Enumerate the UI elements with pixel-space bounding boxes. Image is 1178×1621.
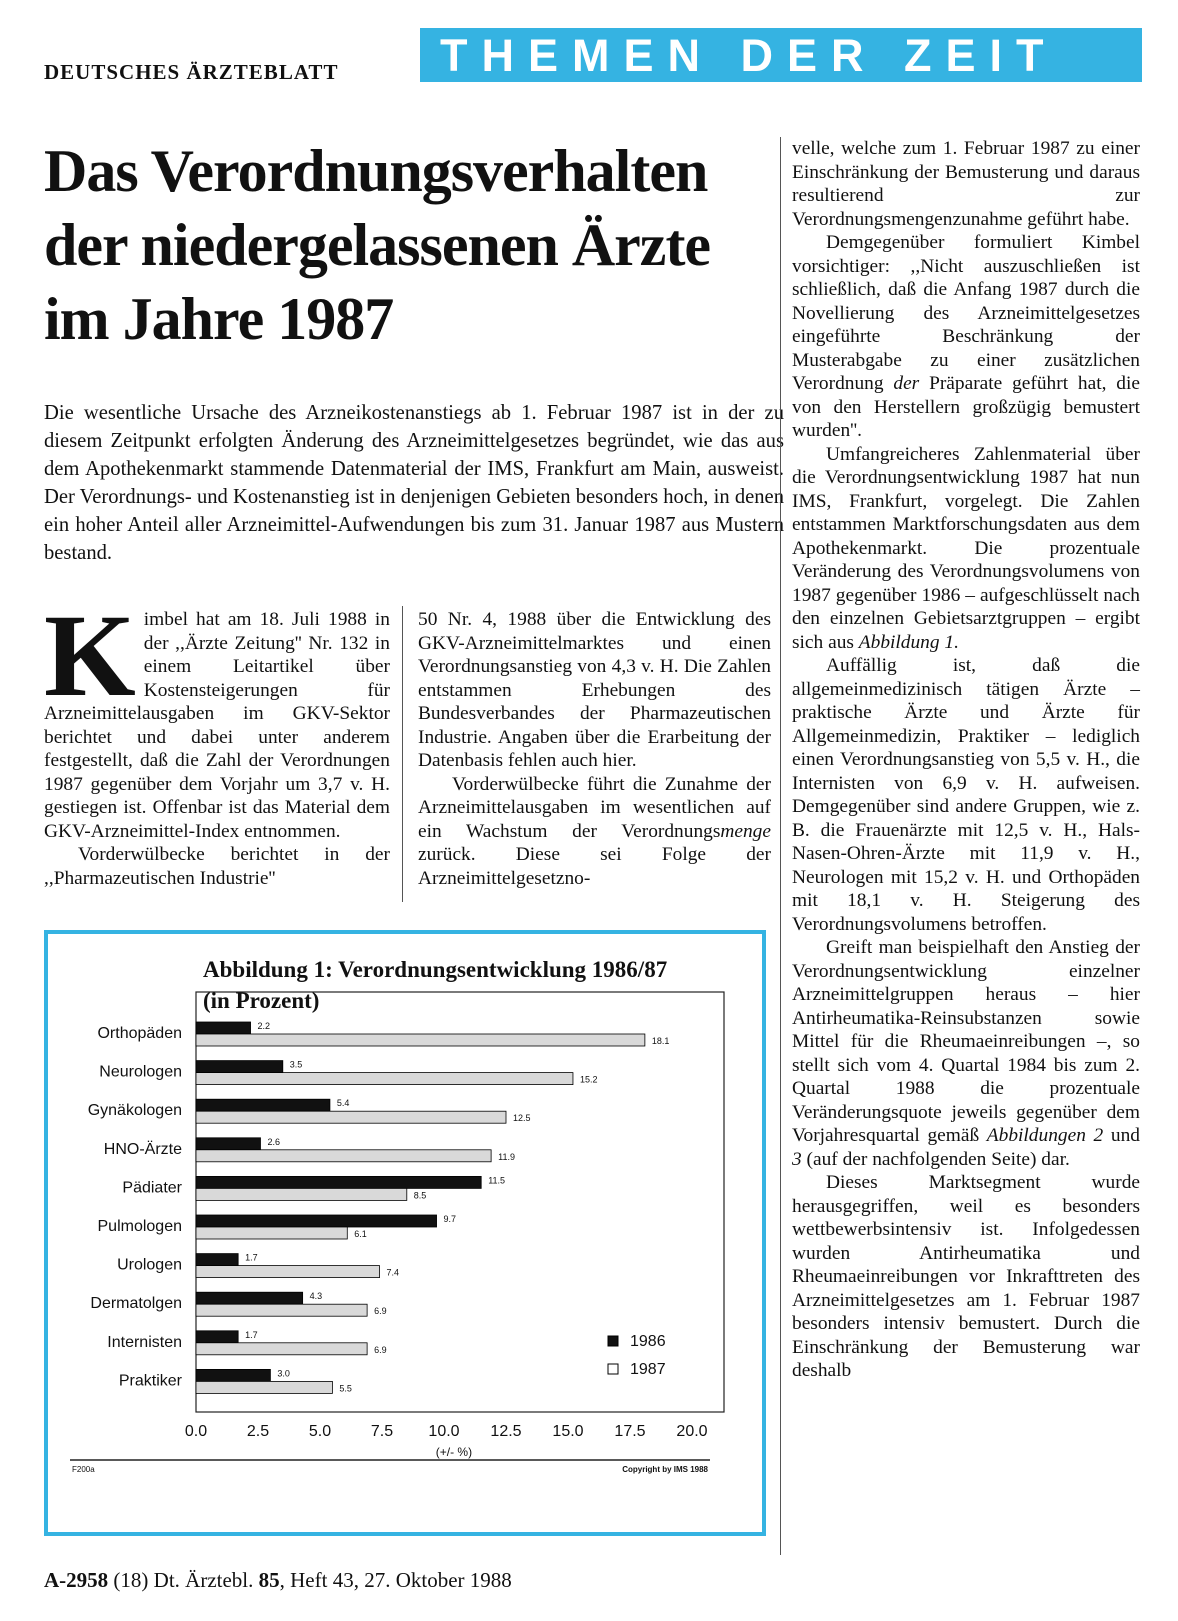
data-label-1987: 18.1 (651, 1036, 670, 1046)
legend-swatch-1986 (608, 1336, 618, 1346)
legend-label-1987: 1987 (630, 1361, 666, 1378)
lead-paragraph: Die wesentliche Ursache des Arzneikostenanstiegs ab 1. Februar 1987 ist in der zu diesem Zeitpunkt erfolgten Änderung des Arzneimittelgesetzes begründet, wie das aus dem Apothekenmarkt stammende Datenmaterial der IMS, Frankfurt am Main, ausweist. Der Verordnungs- und Kostenanstieg ist in denjenigen Gebieten besonders hoch, in denen ein hoher Anteil aller Arzneimittel-Aufwendungen bis zum 31. Januar 1987 aus Mustern bestand. (44, 402, 784, 564)
category-label: Pädiater (122, 1179, 182, 1197)
data-label-1986: 5.4 (336, 1098, 350, 1109)
bar-chart (48, 934, 762, 1532)
bar-1987 (196, 1073, 573, 1085)
bar-1986 (196, 1138, 260, 1150)
bar-1987 (196, 1343, 367, 1355)
bar-1986 (196, 1254, 238, 1266)
column-divider (780, 137, 781, 1555)
bar-1987 (196, 1381, 332, 1393)
x-axis-label: (+/- %) (435, 1445, 473, 1459)
legend-swatch-1987 (608, 1364, 618, 1374)
body-paragraph: Demgegenüber formuliert Kimbel vorsichtiger: ,,Nicht auszuschließen ist schließlich, daß die Anfang 1987 durch die Novellierung des Arzneimittelgesetzes eingeführte Beschränkung der Musterabgabe zu einer zusätzlichen Verordnung der Präparate geführt hat, die von den Herstellern großzügig bemustert wurden''. (792, 232, 1140, 441)
data-label-1987: 8.5 (413, 1190, 427, 1201)
data-label-1987: 5.5 (339, 1383, 352, 1394)
data-label-1987: 6.9 (374, 1306, 387, 1317)
bar-1986 (196, 1099, 330, 1111)
bar-1986 (196, 1292, 303, 1304)
figure-box (44, 930, 766, 1536)
body-paragraph: 50 Nr. 4, 1988 über die Entwicklung des GKV-Arzneimittelmarktes und einen Verordnungsanstieg von 4,3 v. H. Die Zahlen entstammen Erhebungen des Bundesverbandes der Pharmazeutischen Industrie. Angaben über die Erarbeitung der Datenbasis fehlen auch hier. (418, 609, 771, 771)
x-tick-label: 20.0 (676, 1423, 708, 1440)
body-paragraph: Auffällig ist, daß die allgemeinmedizinisch tätigen Ärzte – praktische Ärzte und Ärzte für Allgemeinmedizin, Praktiker – lediglich einen Verordnungsanstieg von 5,5 v. H., die Internisten von 6,9 v. H. aufweisen. Demgegenüber sind andere Gruppen, wie z. B. die Frauenärzte mit 12,5 v. H., Hals-Nasen-Ohren-Ärzte mit 11,9 v. H., Neurologen mit 15,2 v. H. und Orthopäden mit 18,1 v. H. Steigerung des Verordnungsvolumens betroffen. (792, 655, 1140, 935)
article-title (44, 134, 784, 356)
bar-1986 (196, 1369, 270, 1381)
category-label: Internisten (107, 1333, 182, 1351)
body-paragraph: velle, welche zum 1. Februar 1987 zu einer Einschränkung der Bemusterung und daraus resultierend zur Verordnungsmengenzunahme geführt habe. (792, 138, 1140, 230)
bar-1987 (196, 1150, 491, 1162)
legend-label-1986: 1986 (630, 1333, 666, 1350)
category-label: Orthopäden (97, 1025, 182, 1042)
bar-1987 (196, 1188, 407, 1200)
figure-title-line-2: (in Prozent) (203, 988, 320, 1013)
data-label-1987: 6.9 (374, 1344, 387, 1355)
data-label-1987: 7.4 (386, 1267, 400, 1278)
volume-number: 85 (258, 1568, 280, 1592)
data-label-1986: 1.7 (245, 1252, 258, 1263)
category-label: Dermatolgen (90, 1295, 182, 1313)
title-line-2: der niedergelassenen Ärzte (44, 212, 711, 278)
x-tick-label: 2.5 (246, 1423, 270, 1440)
body-text: imbel hat am 18. Juli 1988 in der ,,Ärzte Zeitung'' Nr. 132 in einem Leitartikel über Kostensteigerungen für Arzneimittelausgaben im GKV-Sektor berichtet und dabei unter anderem festgestellt, daß die Zahl der Verordnungen 1987 gegenüber dem Vorjahr um 3,7 v. H. gestiegen ist. Offenbar ist das Material dem GKV-Arzneimittel-Index entnommen. (44, 609, 390, 842)
data-label-1986: 9.7 (443, 1214, 457, 1224)
bar-1986 (196, 1022, 251, 1034)
citation: (18) Dt. Ärztebl. (113, 1568, 259, 1592)
x-tick-label: 5.0 (308, 1423, 332, 1440)
x-tick-label: 0.0 (184, 1423, 208, 1440)
issue-date: , Heft 43, 27. Oktober 1988 (279, 1568, 512, 1592)
figure-title-line-1: Abbildung 1: Verordnungsentwicklung 1986/87 (203, 957, 668, 982)
body-paragraph: Umfangreicheres Zahlenmaterial über die Verordnungsentwicklung 1987 hat nun IMS, Frankfurt, vorgelegt. Die Zahlen entstammen Marktforschungsdaten aus dem Apothekenmarkt. Die prozentuale Veränderung des Verordnungsvolumens von 1987 gegenüber 1986 – aufgeschlüsselt nach den einzelnen Gebietsarztgruppen – ergibt sich aus Abbildung 1. (792, 443, 1140, 653)
journal-name: DEUTSCHES ÄRZTEBLATT (44, 60, 339, 84)
data-label-1987: 15.2 (579, 1074, 598, 1085)
data-label-1986: 3.5 (289, 1059, 303, 1070)
x-tick-label: 7.5 (370, 1423, 394, 1440)
category-label: Neurologen (99, 1063, 182, 1081)
title-line-1: Das Verordnungsverhalten (44, 138, 708, 204)
bar-1987 (196, 1034, 645, 1046)
data-label-1986: 2.6 (267, 1136, 280, 1147)
figure-code: F200a (72, 1465, 95, 1474)
bar-1987 (196, 1111, 506, 1123)
bar-1986 (196, 1061, 283, 1073)
figure-copyright: Copyright by IMS 1988 (622, 1465, 708, 1474)
x-tick-label: 10.0 (428, 1423, 460, 1440)
bar-1987 (196, 1266, 380, 1278)
data-label-1987: 12.5 (513, 1113, 531, 1124)
page-footer (44, 1568, 512, 1593)
body-paragraph: Greift man beispielhaft den Anstieg der Verordnungsentwicklung einzelner Arzneimittelgruppen heraus – hier Antirheumatika-Reinsubstanzen sowie Mittel für die Rheumaeinreibungen –, so stellt sich vom 4. Quartal 1984 bis zum 2. Quartal 1988 die prozentuale Veränderungsquote jeweils gegenüber dem Vorjahresquartal gemäß Abbildungen 2 und 3 (auf der nachfolgenden Seite) dar. (792, 937, 1140, 1170)
category-label: Praktiker (118, 1372, 182, 1390)
bar-1986 (196, 1176, 481, 1188)
section-banner (420, 28, 1142, 82)
data-label-1987: 6.1 (354, 1229, 367, 1239)
bar-1987 (196, 1304, 367, 1316)
body-column-3 (792, 137, 1140, 1383)
category-label: Urologen (117, 1256, 182, 1274)
data-label-1986: 1.7 (245, 1329, 258, 1340)
bar-1986 (196, 1215, 437, 1227)
x-tick-label: 15.0 (552, 1423, 584, 1440)
column-divider (402, 606, 403, 902)
bar-1986 (196, 1331, 238, 1343)
x-tick-label: 17.5 (614, 1423, 646, 1440)
body-paragraph: Vorderwülbecke berichtet in der ,,Pharmazeutischen Industrie'' (44, 844, 390, 889)
body-column-2 (418, 608, 771, 890)
title-line-3: im Jahre 1987 (44, 286, 394, 352)
page-number: A-2958 (44, 1568, 109, 1592)
data-label-1987: 11.9 (498, 1151, 515, 1162)
data-label-1986: 11.5 (488, 1175, 506, 1186)
drop-cap: K (44, 590, 136, 721)
x-tick-label: 12.5 (490, 1423, 522, 1440)
data-label-1986: 2.2 (257, 1021, 271, 1031)
category-label: Gynäkologen (87, 1102, 182, 1120)
body-column-1 (44, 590, 390, 890)
bar-1987 (196, 1227, 347, 1239)
section-title: THEMEN DER ZEIT (440, 30, 1058, 81)
category-label: HNO-Ärzte (103, 1140, 182, 1158)
body-paragraph: Dieses Marktsegment wurde herausgegriffen, weil es besonders wettbewerbsintensiv ist. Infolgedessen wurden Antirheumatika und Rheumaeinreibungen vor Inkrafttreten des Arzneimittelgesetzes am 1. Februar 1987 besonders intensiv bemustert. Durch die Einschränkung der Bemusterung war deshalb (792, 1172, 1140, 1381)
category-label: Pulmologen (97, 1218, 182, 1235)
body-paragraph: Vorderwülbecke führt die Zunahme der Arzneimittelausgaben im wesentlichen auf ein Wachstum der Verordnungsmenge zurück. Diese sei Folge der Arzneimittelgesetzno- (418, 773, 771, 889)
data-label-1986: 4.3 (309, 1291, 323, 1302)
data-label-1986: 3.0 (277, 1368, 290, 1379)
